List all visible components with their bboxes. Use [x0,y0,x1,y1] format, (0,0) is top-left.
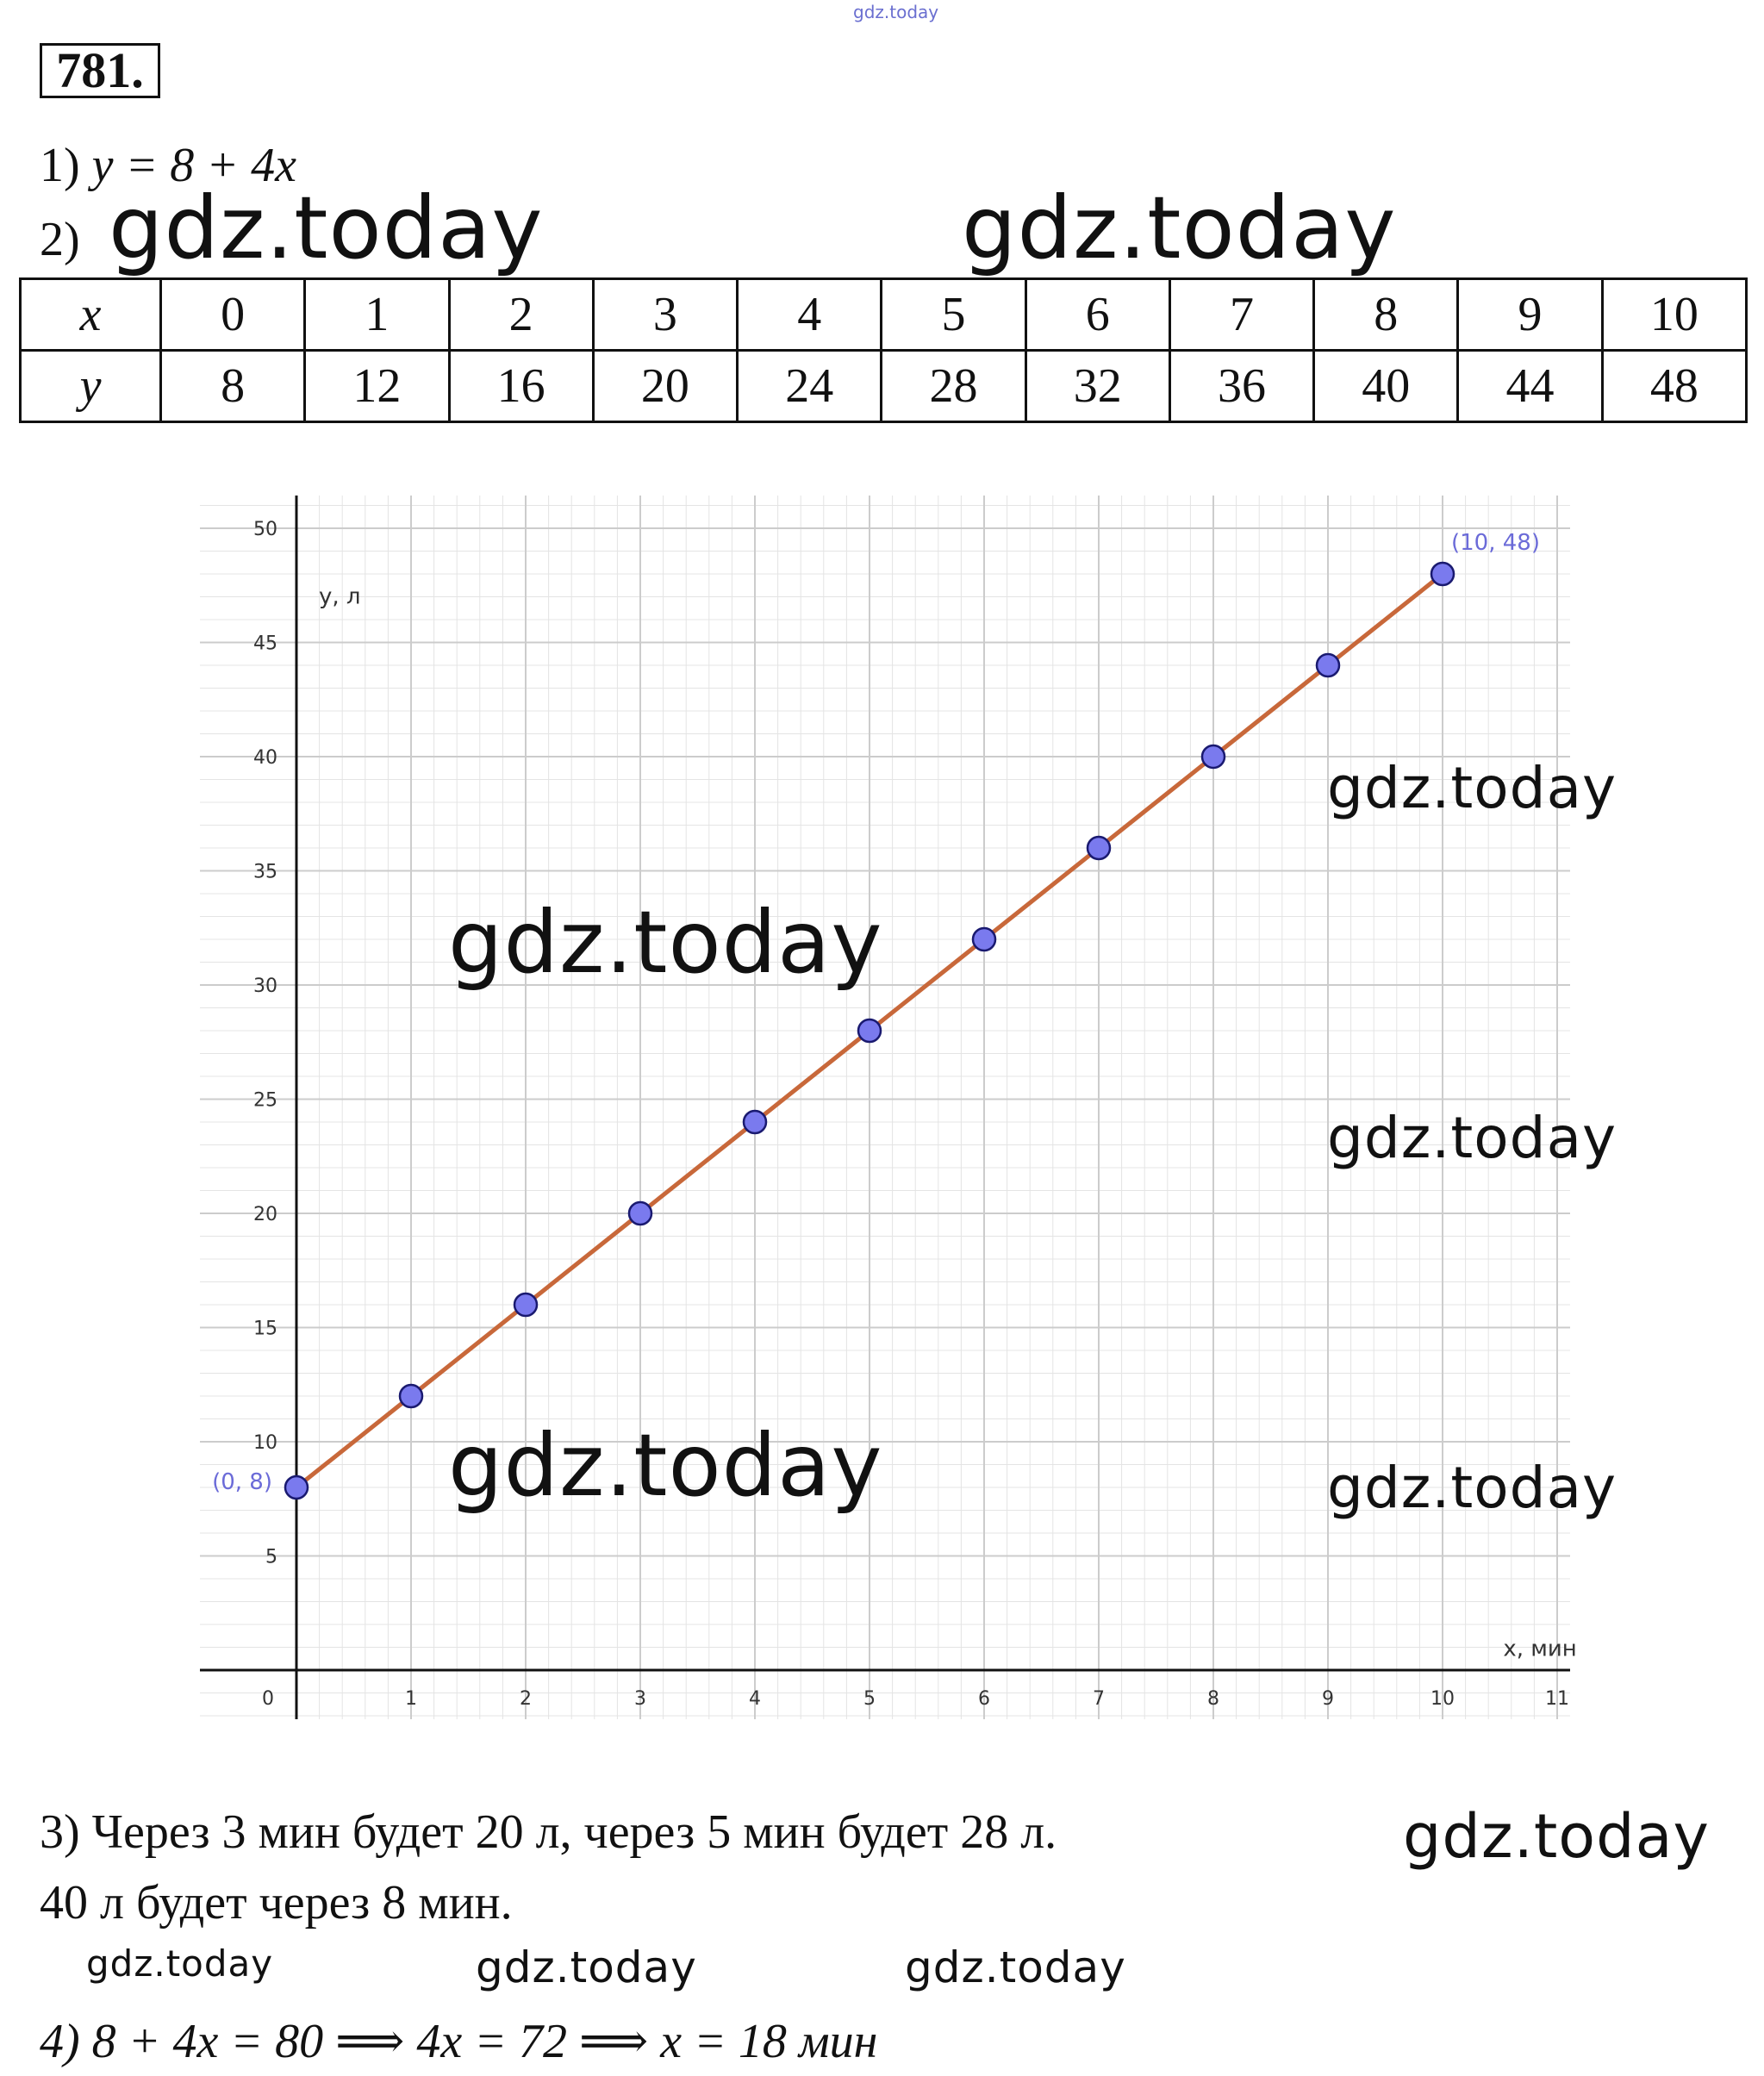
x-tick-label: 6 [978,1688,990,1710]
watermark: gdz.today [962,178,1397,278]
table-cell: 44 [1458,351,1602,422]
table-cell: 36 [1169,351,1313,422]
point-label: (10, 48) [1451,530,1540,556]
table-cell: 8 [1314,279,1458,351]
table-cell: 20 [593,351,737,422]
table-cell: 16 [449,351,593,422]
y-tick-label: 30 [253,976,277,997]
x-tick-label: 1 [405,1688,417,1710]
part4-line: 4) 8 + 4x = 80 ⟹ 4x = 72 ⟹ x = 18 мин [40,2015,878,2068]
y-tick-label: 40 [253,747,277,769]
y-tick-label: 50 [253,519,277,540]
data-point [629,1202,651,1225]
y-tick-label: 15 [253,1318,277,1340]
data-point [1431,563,1454,585]
table-cell: 7 [1169,279,1313,351]
x-tick-label: 8 [1207,1688,1219,1710]
x-tick-label: 11 [1545,1688,1569,1710]
y-tick-label: 10 [253,1432,277,1454]
y-tick-label: 45 [253,633,277,655]
x-tick-label: 3 [634,1688,646,1710]
table-cell: 48 [1602,351,1746,422]
data-point [1088,837,1110,859]
table-cell: 10 [1602,279,1746,351]
part2-label: 2) [40,213,80,266]
watermark: gdz.today [86,1942,274,1985]
table-header-x: x [21,279,161,351]
problem-number: 781. [40,43,160,98]
table-cell: 24 [738,351,882,422]
origin-label: 0 [262,1688,274,1710]
y-tick-label: 35 [253,861,277,883]
table-cell: 28 [882,351,1025,422]
table-cell: 9 [1458,279,1602,351]
point-label: (0, 8) [212,1469,272,1495]
data-point [1202,745,1225,768]
watermark: gdz.today [1327,1105,1618,1171]
part3-line2: 40 л будет через 8 мин. [40,1876,513,1929]
table-cell: 6 [1025,279,1169,351]
part3-line1: 3) Через 3 мин будет 20 л, через 5 мин будет 28 л. [40,1805,1057,1859]
y-tick-label: 25 [253,1089,277,1112]
watermark: gdz.today [476,1942,697,1992]
table-cell: 40 [1314,351,1458,422]
table-cell: 1 [305,279,449,351]
x-tick-label: 2 [520,1688,532,1710]
table-cell: 12 [305,351,449,422]
y-axis-label: y, л [319,583,361,610]
table-cell: 3 [593,279,737,351]
table-cell: 5 [882,279,1025,351]
watermark: gdz.today [448,1415,883,1516]
x-tick-label: 4 [749,1688,761,1710]
part1-label: 1) [40,139,80,192]
data-point [514,1294,537,1316]
top-watermark: gdz.today [853,2,939,22]
table-cell: 8 [161,351,305,422]
watermark: gdz.today [1327,755,1618,821]
x-tick-label: 5 [863,1688,876,1710]
x-tick-label: 10 [1431,1688,1455,1710]
data-point [858,1019,881,1042]
x-tick-label: 7 [1093,1688,1105,1710]
watermark: gdz.today [1403,1801,1710,1872]
table-cell: 32 [1025,351,1169,422]
data-point [400,1385,422,1407]
data-point [285,1476,308,1499]
watermark: gdz.today [109,178,544,278]
data-point [973,928,995,951]
table-cell: 2 [449,279,593,351]
y-tick-label: 20 [253,1204,277,1225]
data-point [1317,654,1339,676]
watermark: gdz.today [905,1942,1126,1992]
table-cell: 0 [161,279,305,351]
watermark: gdz.today [1327,1455,1618,1521]
watermark: gdz.today [448,892,883,993]
table-cell: 4 [738,279,882,351]
part1-equation: y = 8 + 4x [91,139,296,192]
x-axis-label: x, мин [1503,1636,1577,1662]
data-point [744,1111,766,1133]
y-tick-label: 5 [265,1546,277,1568]
table-header-y: y [21,351,161,422]
x-tick-label: 9 [1322,1688,1334,1710]
